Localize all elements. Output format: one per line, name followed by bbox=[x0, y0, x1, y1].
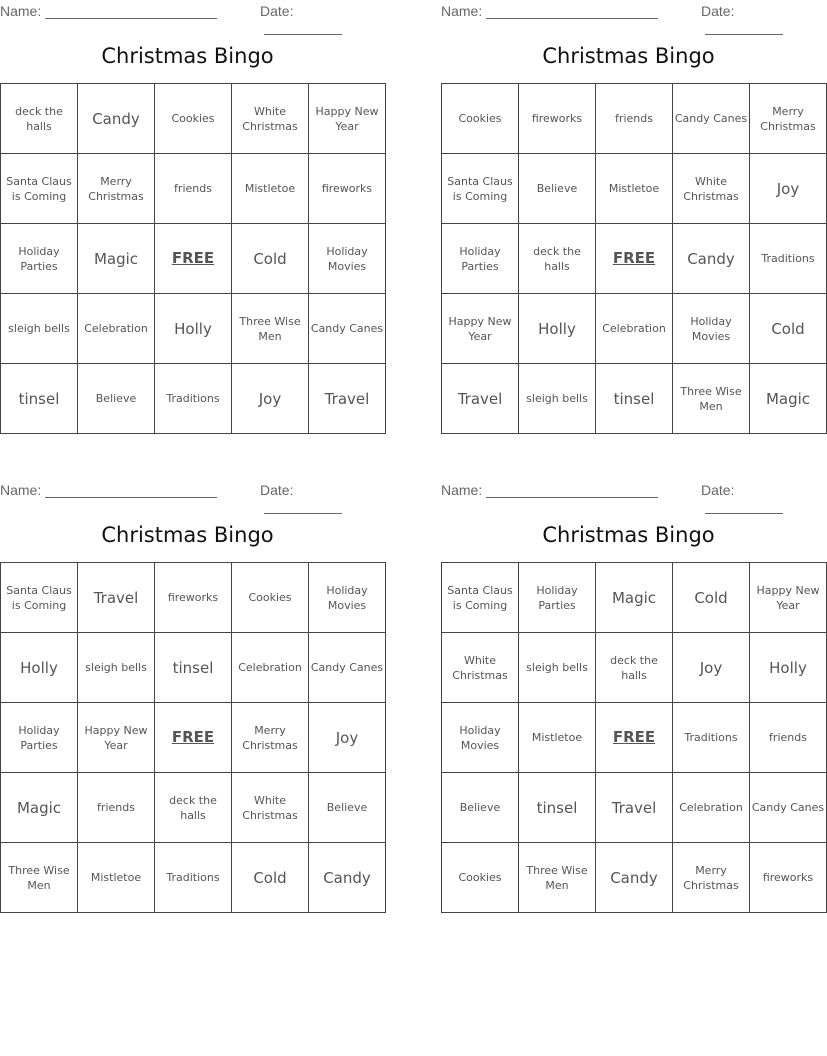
bingo-cell: Merry Christmas bbox=[78, 154, 155, 224]
bingo-card bbox=[0, 479, 384, 913]
name-field bbox=[441, 3, 658, 19]
bingo-cell: Candy bbox=[78, 84, 155, 154]
bingo-cell: deck the halls bbox=[1, 84, 78, 154]
bingo-cell: Believe bbox=[442, 773, 519, 843]
bingo-cell: Cold bbox=[232, 224, 309, 294]
bingo-cell: Candy Canes bbox=[309, 294, 386, 364]
bingo-cell: Traditions bbox=[155, 843, 232, 913]
date-field bbox=[260, 3, 375, 35]
bingo-cell: White Christmas bbox=[232, 84, 309, 154]
bingo-cell: Magic bbox=[750, 364, 827, 434]
grid-row bbox=[442, 843, 827, 913]
card-header-fields bbox=[441, 0, 816, 22]
grid-row bbox=[442, 84, 827, 154]
grid-row bbox=[442, 364, 827, 434]
bingo-cell: Holiday Movies bbox=[309, 224, 386, 294]
grid-row bbox=[1, 703, 386, 773]
bingo-cell: Mistletoe bbox=[596, 154, 673, 224]
bingo-cell: Santa Claus is Coming bbox=[442, 563, 519, 633]
name-label: Name: bbox=[441, 482, 483, 498]
grid-row bbox=[1, 224, 386, 294]
name-label: Name: bbox=[441, 3, 483, 19]
bingo-cell: Cookies bbox=[155, 84, 232, 154]
date-label: Date: bbox=[260, 482, 294, 498]
bingo-cell: Travel bbox=[442, 364, 519, 434]
bingo-cell: Traditions bbox=[750, 224, 827, 294]
bingo-cell: Believe bbox=[309, 773, 386, 843]
grid-row bbox=[1, 294, 386, 364]
grid-row bbox=[442, 224, 827, 294]
bingo-cell: Joy bbox=[750, 154, 827, 224]
bingo-cell: Holly bbox=[750, 633, 827, 703]
bingo-cell: sleigh bells bbox=[1, 294, 78, 364]
bingo-cell: Believe bbox=[78, 364, 155, 434]
bingo-cell: Mistletoe bbox=[232, 154, 309, 224]
bingo-cell: Happy New Year bbox=[78, 703, 155, 773]
bingo-cell: Three Wise Men bbox=[1, 843, 78, 913]
bingo-cell: tinsel bbox=[1, 364, 78, 434]
bingo-cell: Holiday Movies bbox=[442, 703, 519, 773]
grid-row bbox=[1, 633, 386, 703]
bingo-cell: friends bbox=[596, 84, 673, 154]
bingo-cell: Joy bbox=[232, 364, 309, 434]
name-blank-line[interactable] bbox=[486, 483, 658, 498]
bingo-cell: Magic bbox=[596, 563, 673, 633]
grid-row bbox=[442, 633, 827, 703]
grid-row bbox=[442, 773, 827, 843]
card-header-fields bbox=[0, 0, 375, 22]
date-field bbox=[701, 482, 816, 514]
free-space-cell: FREE bbox=[596, 703, 673, 773]
date-blank-line[interactable] bbox=[705, 499, 783, 514]
bingo-cell: friends bbox=[78, 773, 155, 843]
bingo-cell: friends bbox=[750, 703, 827, 773]
bingo-cell: Mistletoe bbox=[78, 843, 155, 913]
bingo-grid bbox=[0, 83, 386, 434]
card-header-fields bbox=[0, 479, 375, 501]
bingo-cell: Cold bbox=[232, 843, 309, 913]
date-field bbox=[260, 482, 375, 514]
bingo-cell: Celebration bbox=[673, 773, 750, 843]
date-blank-line[interactable] bbox=[705, 20, 783, 35]
bingo-cell: Happy New Year bbox=[309, 84, 386, 154]
bingo-cell: Holly bbox=[1, 633, 78, 703]
bingo-cell: fireworks bbox=[155, 563, 232, 633]
bingo-cell: Believe bbox=[519, 154, 596, 224]
bingo-cell: White Christmas bbox=[442, 633, 519, 703]
grid-row bbox=[442, 294, 827, 364]
bingo-cell: fireworks bbox=[750, 843, 827, 913]
date-field bbox=[701, 3, 816, 35]
bingo-cell: Candy Canes bbox=[309, 633, 386, 703]
card-title: Christmas Bingo bbox=[101, 44, 274, 68]
bingo-cell: fireworks bbox=[309, 154, 386, 224]
grid-row bbox=[1, 364, 386, 434]
bingo-grid bbox=[441, 83, 827, 434]
name-field bbox=[441, 482, 658, 498]
name-blank-line[interactable] bbox=[45, 483, 217, 498]
bingo-cell: Candy bbox=[673, 224, 750, 294]
bingo-cell: deck the halls bbox=[155, 773, 232, 843]
bingo-cell: Holiday Parties bbox=[442, 224, 519, 294]
name-label: Name: bbox=[0, 482, 42, 498]
free-space-cell: FREE bbox=[155, 224, 232, 294]
bingo-cell: Holiday Parties bbox=[1, 224, 78, 294]
bingo-cell: Joy bbox=[309, 703, 386, 773]
bingo-cell: tinsel bbox=[155, 633, 232, 703]
bingo-cell: Merry Christmas bbox=[673, 843, 750, 913]
bingo-cell: Holly bbox=[519, 294, 596, 364]
bingo-cell: tinsel bbox=[519, 773, 596, 843]
bingo-cell: friends bbox=[155, 154, 232, 224]
bingo-cell: fireworks bbox=[519, 84, 596, 154]
date-label: Date: bbox=[260, 3, 294, 19]
date-label: Date: bbox=[701, 482, 735, 498]
bingo-cell: Holiday Parties bbox=[1, 703, 78, 773]
grid-row bbox=[442, 703, 827, 773]
card-header-fields bbox=[441, 479, 816, 501]
bingo-cell: Magic bbox=[78, 224, 155, 294]
bingo-cell: Holly bbox=[155, 294, 232, 364]
name-label: Name: bbox=[0, 3, 42, 19]
name-field bbox=[0, 482, 217, 498]
bingo-cell: sleigh bells bbox=[519, 364, 596, 434]
bingo-cell: Holiday Parties bbox=[519, 563, 596, 633]
card-title: Christmas Bingo bbox=[101, 523, 274, 547]
free-space-cell: FREE bbox=[596, 224, 673, 294]
bingo-cell: Cookies bbox=[442, 84, 519, 154]
bingo-cell: Mistletoe bbox=[519, 703, 596, 773]
bingo-cell: Candy Canes bbox=[750, 773, 827, 843]
bingo-cell: Happy New Year bbox=[442, 294, 519, 364]
bingo-cell: Candy bbox=[309, 843, 386, 913]
bingo-cell: Holiday Movies bbox=[673, 294, 750, 364]
bingo-cell: Three Wise Men bbox=[232, 294, 309, 364]
card-title: Christmas Bingo bbox=[542, 44, 715, 68]
bingo-cell: White Christmas bbox=[232, 773, 309, 843]
name-field bbox=[0, 3, 217, 19]
bingo-cell: Joy bbox=[673, 633, 750, 703]
bingo-cell: sleigh bells bbox=[78, 633, 155, 703]
bingo-cell: Candy bbox=[596, 843, 673, 913]
grid-row bbox=[442, 154, 827, 224]
bingo-cell: Happy New Year bbox=[750, 563, 827, 633]
date-blank-line[interactable] bbox=[264, 499, 342, 514]
grid-row bbox=[1, 843, 386, 913]
grid-row bbox=[1, 563, 386, 633]
bingo-cell: Travel bbox=[78, 563, 155, 633]
bingo-cell: Candy Canes bbox=[673, 84, 750, 154]
bingo-cell: Traditions bbox=[155, 364, 232, 434]
bingo-grid bbox=[441, 562, 827, 913]
bingo-cell: Holiday Movies bbox=[309, 563, 386, 633]
bingo-cell: Three Wise Men bbox=[673, 364, 750, 434]
grid-row bbox=[1, 773, 386, 843]
bingo-cell: Merry Christmas bbox=[232, 703, 309, 773]
bingo-cell: Travel bbox=[309, 364, 386, 434]
grid-row bbox=[1, 84, 386, 154]
bingo-cell: Cold bbox=[750, 294, 827, 364]
bingo-cell: Santa Claus is Coming bbox=[1, 563, 78, 633]
bingo-cell: Cookies bbox=[232, 563, 309, 633]
date-blank-line[interactable] bbox=[264, 20, 342, 35]
bingo-cell: White Christmas bbox=[673, 154, 750, 224]
bingo-cell: Santa Claus is Coming bbox=[442, 154, 519, 224]
bingo-cell: Celebration bbox=[78, 294, 155, 364]
free-space-cell: FREE bbox=[155, 703, 232, 773]
card-title: Christmas Bingo bbox=[542, 523, 715, 547]
bingo-card bbox=[441, 479, 825, 913]
bingo-cell: Cold bbox=[673, 563, 750, 633]
date-label: Date: bbox=[701, 3, 735, 19]
bingo-cell: Merry Christmas bbox=[750, 84, 827, 154]
bingo-cell: Three Wise Men bbox=[519, 843, 596, 913]
bingo-cell: sleigh bells bbox=[519, 633, 596, 703]
grid-row bbox=[1, 154, 386, 224]
bingo-grid bbox=[0, 562, 386, 913]
bingo-cell: tinsel bbox=[596, 364, 673, 434]
bingo-cell: deck the halls bbox=[519, 224, 596, 294]
bingo-cell: Celebration bbox=[232, 633, 309, 703]
bingo-cell: Santa Claus is Coming bbox=[1, 154, 78, 224]
bingo-cell: Travel bbox=[596, 773, 673, 843]
bingo-cell: Cookies bbox=[442, 843, 519, 913]
bingo-card bbox=[441, 0, 816, 434]
bingo-cell: Traditions bbox=[673, 703, 750, 773]
name-blank-line[interactable] bbox=[45, 4, 217, 19]
bingo-card bbox=[0, 0, 384, 434]
grid-row bbox=[442, 563, 827, 633]
name-blank-line[interactable] bbox=[486, 4, 658, 19]
bingo-cell: Celebration bbox=[596, 294, 673, 364]
bingo-cell: deck the halls bbox=[596, 633, 673, 703]
bingo-cell: Magic bbox=[1, 773, 78, 843]
